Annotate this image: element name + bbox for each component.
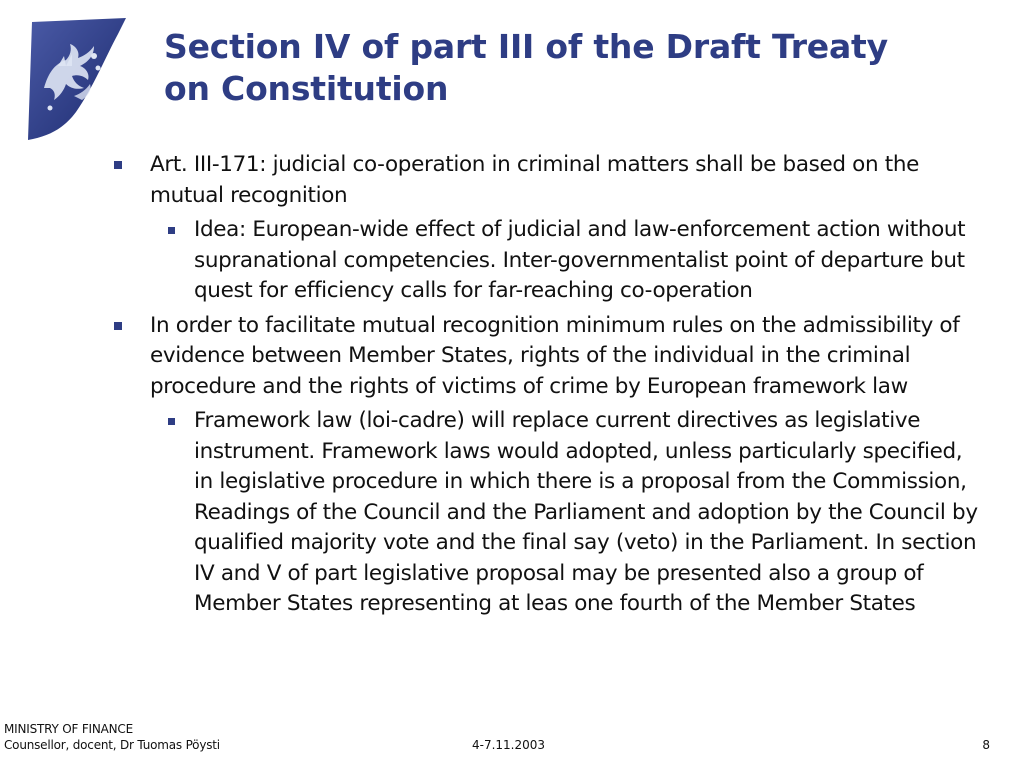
sub-bullet-item	[156, 406, 980, 620]
square-bullet-icon	[168, 227, 175, 234]
finnish-lion-crest-icon	[14, 16, 132, 142]
slide-title-line-1: Section IV of part III of the Draft Treaty	[164, 27, 888, 66]
sub-bullet-text: Idea: European-wide effect of judicial and law-enforcement action without supranational competencies. Inter-governmentalist point of departure but quest for efficiency calls for far-reaching co-operation	[194, 217, 966, 303]
square-bullet-icon	[168, 418, 175, 425]
bullet-text: In order to facilitate mutual recognition minimum rules on the admissibility of evidence between Member States, rights of the individual in the criminal procedure and the rights of victims of crime by European framework law	[150, 312, 960, 399]
footer-date: 4-7.11.2003	[472, 738, 546, 752]
square-bullet-icon	[114, 161, 122, 169]
bullet-text: Art. III-171: judicial co-operation in criminal matters shall be based on the mutual recognition	[150, 152, 919, 208]
ministry-logo	[14, 16, 132, 142]
square-bullet-icon	[114, 322, 122, 330]
slide-title	[164, 26, 994, 110]
bullet-item	[110, 311, 980, 403]
sub-bullet-text: Framework law (loi-cadre) will replace current directives as legislative instrument. Framework laws would adopted, unless particularly specified, in legislative procedure in which there is a proposal from the Commission, Readings of the Council and the Parliament and adoption by the Council by qualified majority vote and the final say (veto) in the Parliament. In section IV and V of part legislative proposal may be presented also a group of Member States representing at leas one fourth of the Member States	[194, 408, 978, 616]
slide-body	[110, 150, 980, 624]
footer-author: Counsellor, docent, Dr Tuomas Pöysti	[4, 738, 220, 752]
page-number: 8	[982, 738, 990, 752]
bullet-item	[110, 150, 980, 211]
footer-credit	[4, 721, 220, 753]
sub-bullet-item	[156, 215, 980, 307]
footer-organization: MINISTRY OF FINANCE	[4, 722, 133, 736]
slide-title-line-2: on Constitution	[164, 69, 449, 108]
